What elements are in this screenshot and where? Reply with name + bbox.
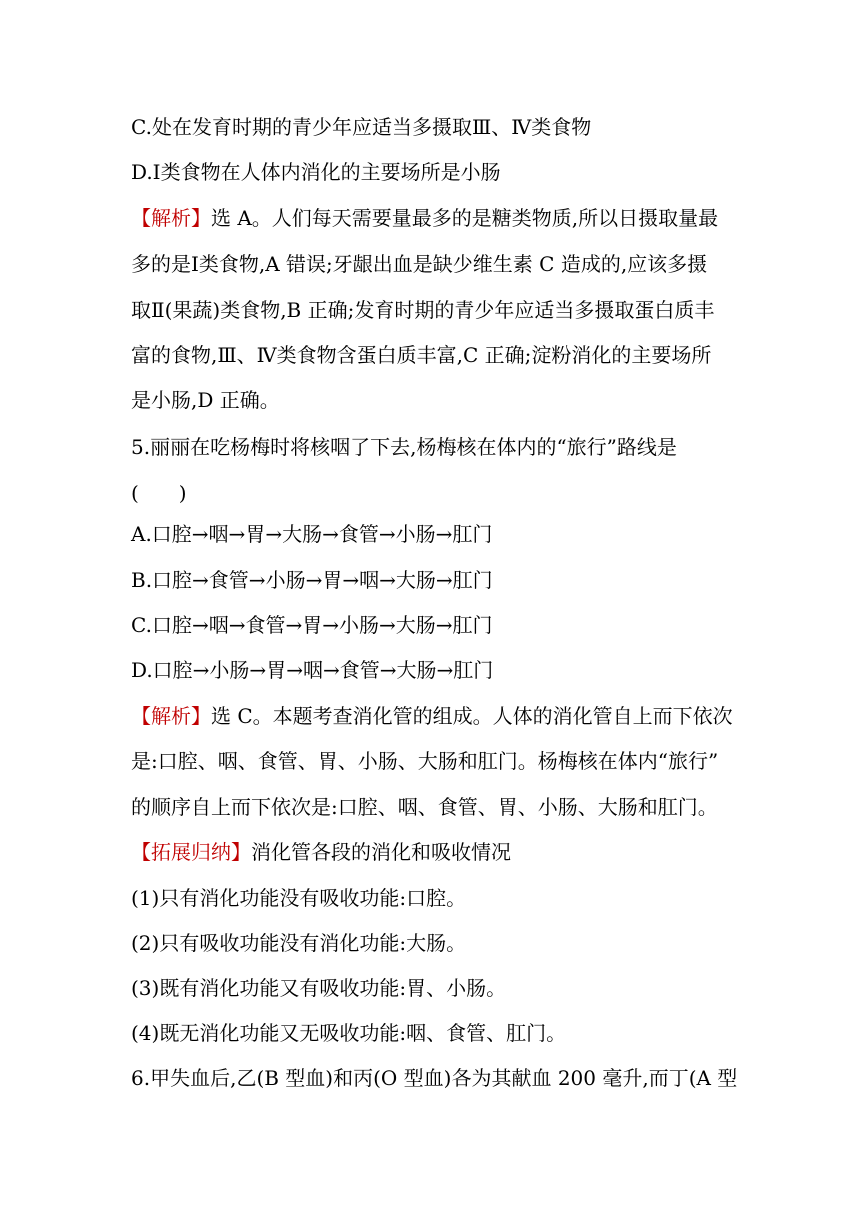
analysis-5-line-2: 是:口腔、咽、食管、胃、小肠、大肠和肛门。杨梅核在体内“旅行” — [131, 749, 719, 773]
option-c-line: C.处在发育时期的青少年应适当多摄取Ⅲ、Ⅳ类食物 — [131, 115, 592, 139]
extension-tag: 【拓展归纳】 — [131, 840, 251, 864]
analysis-tag: 【解析】 — [131, 704, 211, 728]
question-5-option-d: D.口腔→小肠→胃→咽→食管→大肠→肛门 — [131, 658, 494, 682]
summary-item-1: (1)只有消化功能没有吸收功能:口腔。 — [131, 886, 467, 910]
analysis-tag: 【解析】 — [131, 206, 211, 230]
summary-item-4: (4)既无消化功能又无吸收功能:咽、食管、肛门。 — [131, 1021, 567, 1045]
extension-summary-title: 【拓展归纳】消化管各段的消化和吸收情况 — [131, 840, 511, 864]
summary-item-2: (2)只有吸收功能没有消化功能:大肠。 — [131, 931, 467, 955]
question-6-line-1: 6.甲失血后,乙(B 型血)和丙(O 型血)各为其献血 200 毫升,而丁(A 型 — [131, 1066, 738, 1090]
analysis-5-line-1: 【解析】选 C。本题考查消化管的组成。人体的消化管自上而下依次 — [131, 704, 733, 728]
analysis-4-line-1: 【解析】选 A。人们每天需要量最多的是糖类物质,所以日摄取量最 — [131, 206, 719, 230]
question-5-option-a: A.口腔→咽→胃→大肠→食管→小肠→肛门 — [131, 522, 493, 546]
question-5-line-1: 5.丽丽在吃杨梅时将核咽了下去,杨梅核在体内的“旅行”路线是 — [131, 435, 677, 459]
question-5-line-2: ( ) — [131, 481, 187, 505]
analysis-4-line-4: 富的食物,Ⅲ、Ⅳ类食物含蛋白质丰富,C 正确;淀粉消化的主要场所 — [131, 343, 712, 367]
option-d-line: D.Ⅰ类食物在人体内消化的主要场所是小肠 — [131, 160, 501, 184]
summary-item-3: (3)既有消化功能又有吸收功能:胃、小肠。 — [131, 976, 507, 1000]
question-5-option-c: C.口腔→咽→食管→胃→小肠→大肠→肛门 — [131, 613, 493, 637]
question-5-option-b: B.口腔→食管→小肠→胃→咽→大肠→肛门 — [131, 568, 493, 592]
analysis-5-line-3: 的顺序自上而下依次是:口腔、咽、食管、胃、小肠、大肠和肛门。 — [131, 795, 718, 819]
analysis-4-line-3: 取Ⅱ(果蔬)类食物,B 正确;发育时期的青少年应适当多摄取蛋白质丰 — [131, 298, 715, 322]
analysis-4-line-2: 多的是Ⅰ类食物,A 错误;牙龈出血是缺少维生素 C 造成的,应该多摄 — [131, 252, 708, 276]
analysis-4-line-5: 是小肠,D 正确。 — [131, 388, 280, 412]
